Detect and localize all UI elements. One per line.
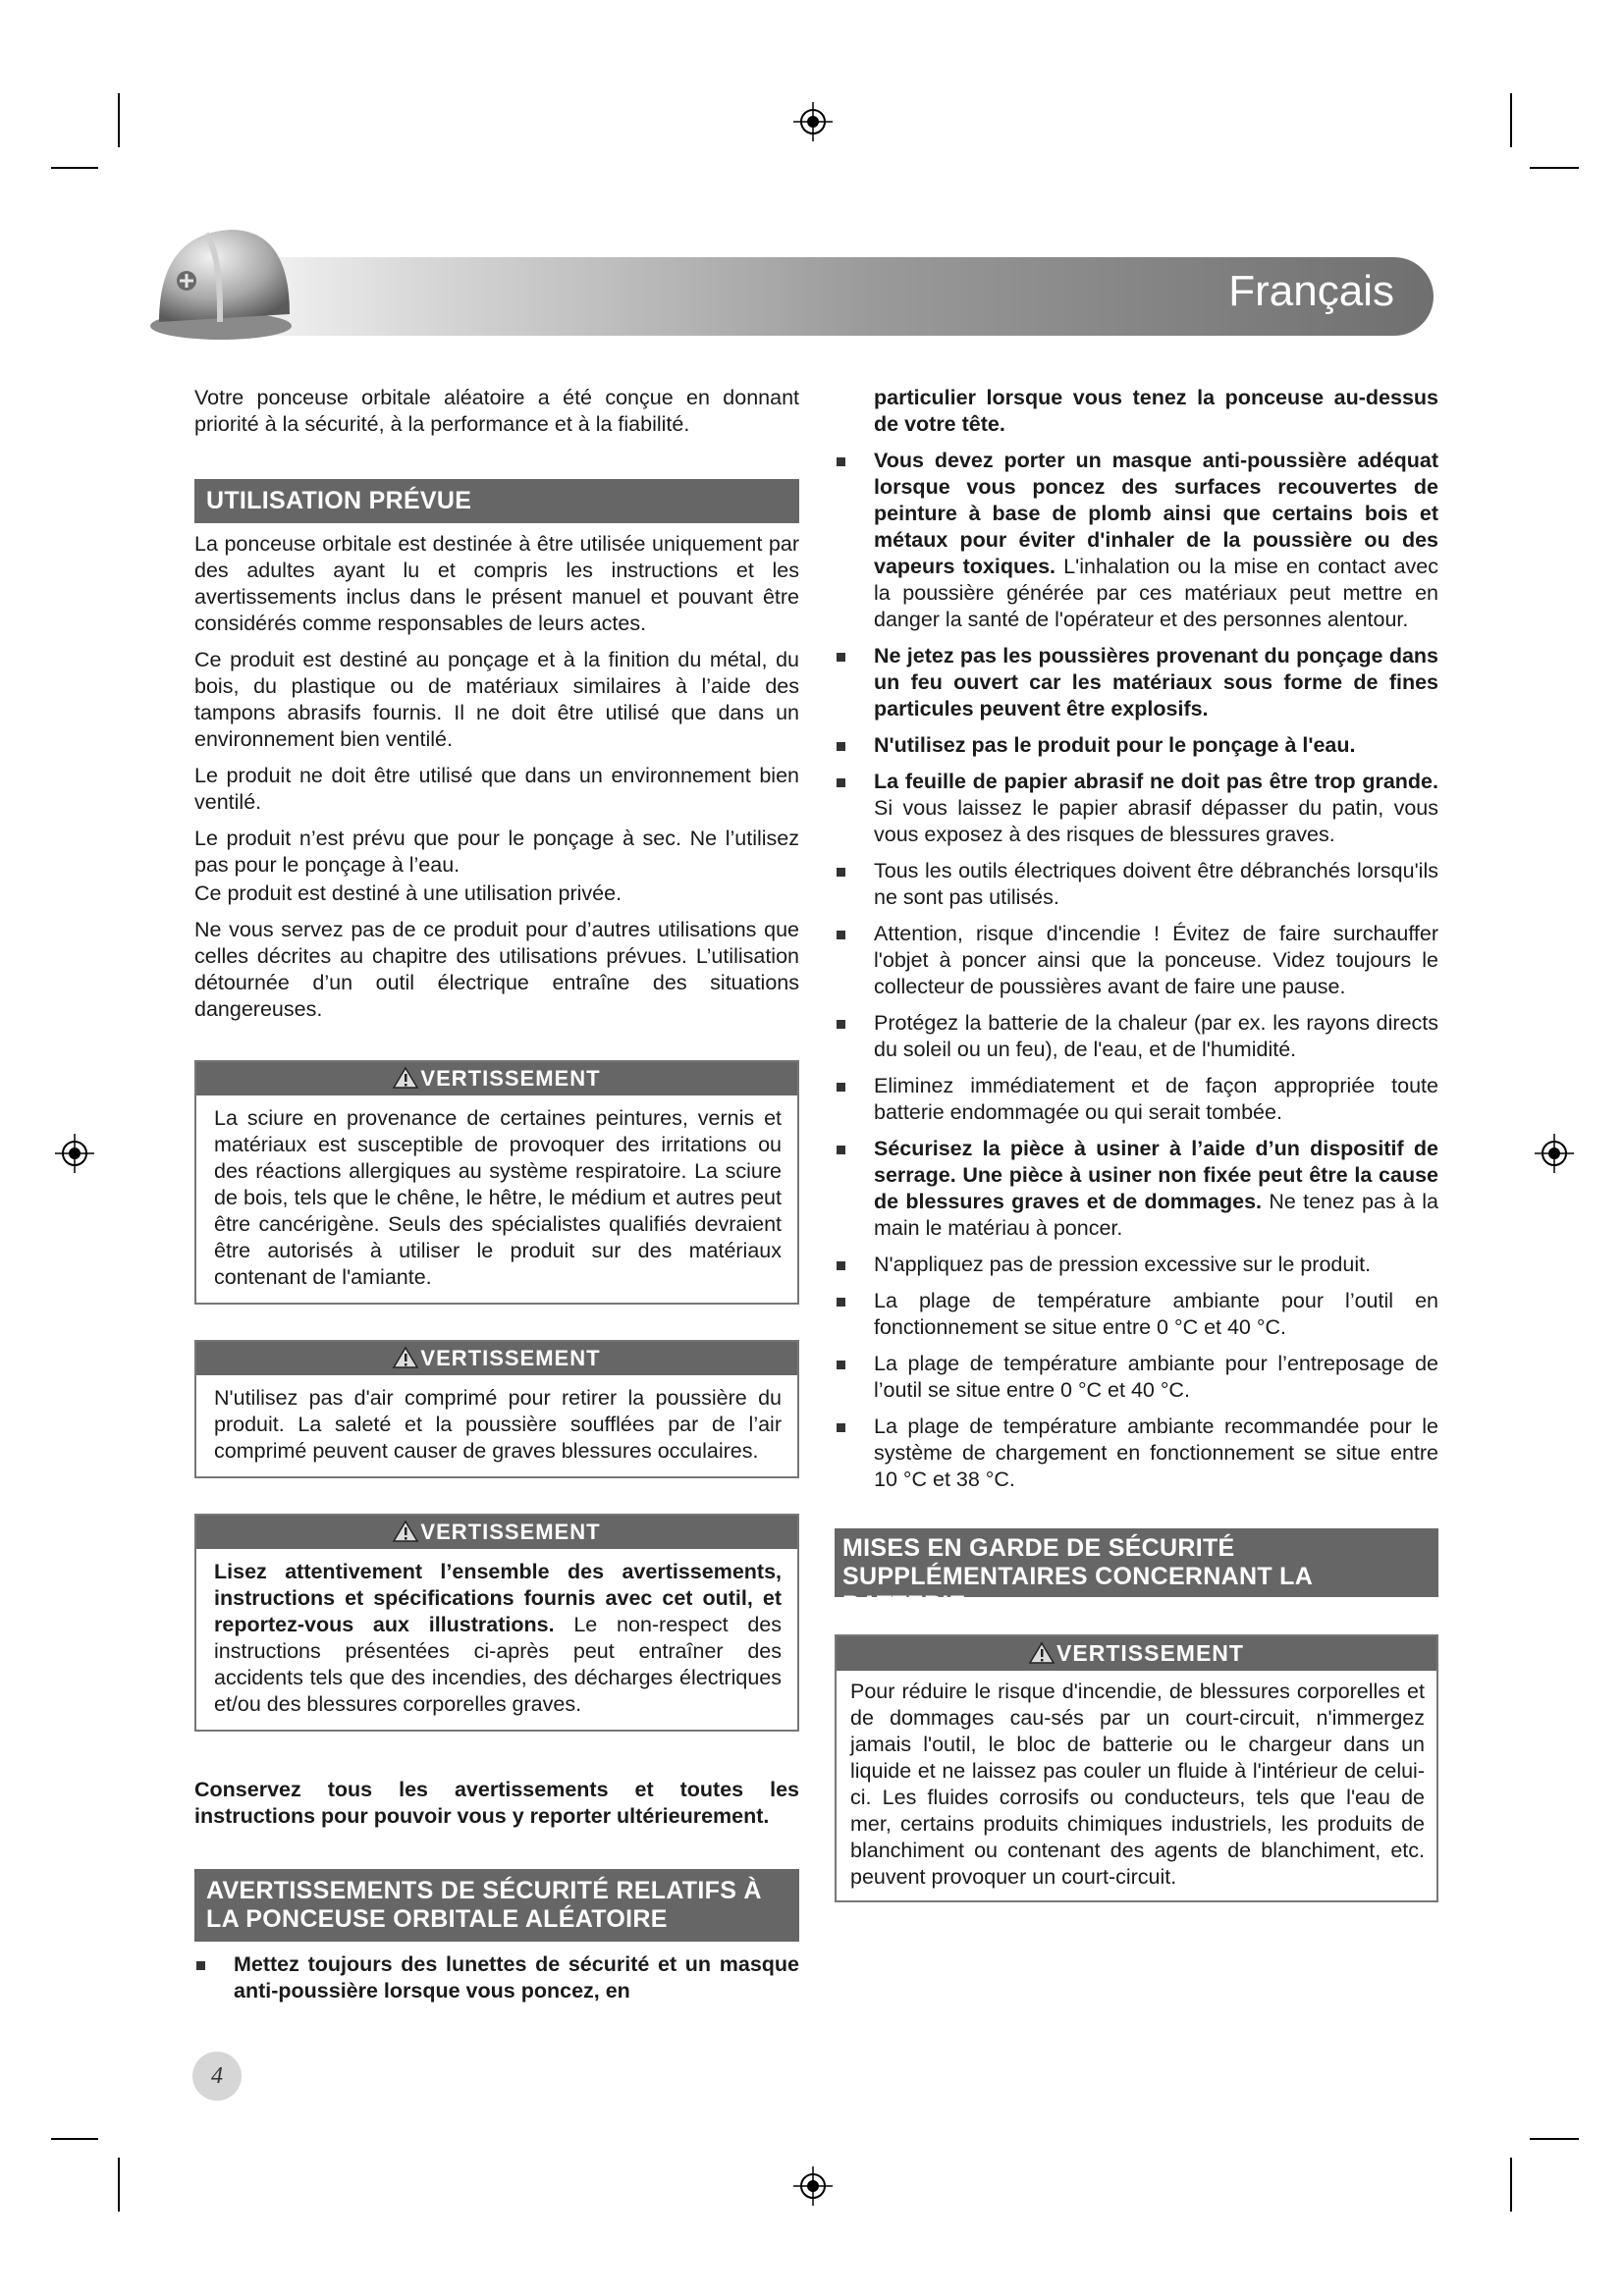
list-item: La plage de température ambiante recommandée pour le système de chargement en fonctionnement se situe entre 10 °C et 38 °C. xyxy=(835,1414,1438,1493)
crop-mark xyxy=(1530,167,1579,169)
list-item: Ne jetez pas les poussières provenant du ponçage dans un feu ouvert car les matériaux sous forme de fines particules peuvent être explosifs. xyxy=(835,643,1438,722)
registration-mark-icon xyxy=(55,1134,94,1173)
registration-mark-icon xyxy=(793,102,833,141)
warning-box xyxy=(835,1634,1438,1902)
crop-mark xyxy=(51,2138,98,2140)
right-column xyxy=(835,385,1438,1902)
warning-title: VERTISSEMENT xyxy=(1056,1640,1244,1666)
left-column xyxy=(194,385,799,2014)
paragraph: Ce produit est destiné à une utilisation privée. xyxy=(194,881,623,905)
list-item: La plage de température ambiante pour l’outil en fonctionnement se situe entre 0 °C et 40 °C. xyxy=(835,1288,1438,1341)
paragraph: Le produit ne doit être utilisé que dans un environnement bien ventilé. xyxy=(194,764,799,814)
header-banner xyxy=(187,257,1434,336)
bullet-list xyxy=(194,1951,799,2004)
warning-triangle-icon xyxy=(393,1067,418,1089)
registration-mark-icon xyxy=(793,2166,833,2206)
section-title-intended-use: UTILISATION PRÉVUE xyxy=(194,479,799,523)
section-title-sander-safety: AVERTISSEMENTS DE SÉCURITÉ RELATIFS À LA PONCEUSE ORBITALE ALÉATOIRE xyxy=(194,1869,799,1942)
list-item: La plage de température ambiante pour l’entreposage de l’outil se situe entre 0 °C et 40 °C. xyxy=(835,1351,1438,1404)
crop-mark xyxy=(1530,2138,1579,2140)
warning-text xyxy=(196,1549,797,1730)
warning-text: Pour réduire le risque d'incendie, de blessures corporelles et de dommages cau-sés par un court-circuit, n'immergez jamais l'outil, le bloc de batterie ou le chargeur dans un liquide et ne laissez pas couler un fluide à l'intérieur de celui-ci. Les fluides corrosifs ou conducteurs, tels que l'eau de mer, certains produits chimiques industriels, les produits de blanchiment ou contenant des agents de blanchiment, etc. peuvent provoquer un court-circuit. xyxy=(850,1680,1425,1889)
paragraph: La ponceuse orbitale est destinée à être utilisée uniquement par des adultes ayant lu et compris les instructions et les avertissements inclus dans le présent manuel et pouvant être considérés comme responsables de leurs actes. xyxy=(194,532,799,635)
keep-instructions-note: Conservez tous les avertissements et toutes les instructions pour pouvoir vous y reporter ultérieurement. xyxy=(194,1778,799,1828)
list-item: Mettez toujours des lunettes de sécurité et un masque anti-poussière lorsque vous poncez, en xyxy=(194,1951,799,2004)
crop-mark xyxy=(118,93,120,147)
warning-text: N'utilisez pas d'air comprimé pour retirer la poussière du produit. La saleté et la poussière soufflées par de l’air comprimé peuvent causer de graves blessures occulaires. xyxy=(214,1386,782,1463)
warning-triangle-icon xyxy=(393,1521,418,1542)
safety-helmet-icon xyxy=(147,216,295,344)
bullet-list xyxy=(835,448,1438,1493)
list-item: Eliminez immédiatement et de façon appropriée toute batterie endommagée ou qui serait tombée. xyxy=(835,1073,1438,1126)
language-label: Français xyxy=(1228,267,1394,315)
paragraph: Ne vous servez pas de ce produit pour d’autres utilisations que celles décrites au chapitre des utilisations prévues. L’utilisation détournée d’un outil électrique entraîne des situations dangereuses. xyxy=(194,918,799,1021)
list-item: N'utilisez pas le produit pour le ponçage à l'eau. xyxy=(835,732,1438,759)
list-item: La feuille de papier abrasif ne doit pas être trop grande. Si vous laissez le papier abrasif dépasser du patin, vous vous exposez à des risques de blessures graves. xyxy=(835,769,1438,848)
list-item: Tous les outils électriques doivent être débranchés lorsqu'ils ne sont pas utilisés. xyxy=(835,858,1438,911)
warning-title: VERTISSEMENT xyxy=(420,1520,601,1544)
registration-mark-icon xyxy=(1535,1134,1574,1173)
page-number: 4 xyxy=(192,2052,242,2101)
continuation-paragraph: particulier lorsque vous tenez la ponceuse au-dessus de votre tête. xyxy=(874,386,1438,436)
warning-triangle-icon xyxy=(1029,1642,1055,1664)
paragraph: Ce produit est destiné au ponçage et à la finition du métal, du bois, du plastique ou de matériaux similaires à l’aide des tampons abrasifs fournis. Il ne doit être utilisé que dans un environnement bien ventilé. xyxy=(194,648,799,751)
list-item: Protégez la batterie de la chaleur (par ex. les rayons directs du soleil ou un feu), de l'eau, et de l'humidité. xyxy=(835,1010,1438,1063)
warning-box xyxy=(194,1340,799,1478)
paragraph: Le produit n’est prévu que pour le ponçage à sec. Ne l’utilisez pas pour le ponçage à l’eau. xyxy=(194,827,799,877)
crop-mark xyxy=(1510,2158,1512,2212)
warning-box xyxy=(194,1060,799,1305)
intro-paragraph: Votre ponceuse orbitale aléatoire a été conçue en donnant priorité à la sécurité, à la performance et à la fiabilité. xyxy=(194,386,799,436)
warning-box xyxy=(194,1514,799,1732)
list-item: Sécurisez la pièce à usiner à l’aide d’un dispositif de serrage. Une pièce à usiner non fixée peut être la cause de blessures graves et de dommages. Ne tenez pas à la main le matériau à poncer. xyxy=(835,1136,1438,1242)
warning-title: VERTISSEMENT xyxy=(420,1066,601,1091)
list-item: Attention, risque d'incendie ! Évitez de faire surchauffer l'objet à poncer ainsi que la ponceuse. Videz toujours le collecteur de poussières avant de faire une pause. xyxy=(835,921,1438,1000)
warning-bold-text: Lisez attentivement l’ensemble des avertissements, instructions et spécifications fournis avec cet outil, et reportez-vous aux illustrations. xyxy=(214,1560,782,1636)
warning-title: VERTISSEMENT xyxy=(420,1346,601,1370)
crop-mark xyxy=(118,2158,120,2212)
warning-text: La sciure en provenance de certaines peintures, vernis et matériaux est susceptible de provoquer des irritations ou des réactions allergiques au système respiratoire. La sciure de bois, tels que le chêne, le hêtre, le médium et autres peut être cancérigène. Seuls des spécialistes qualifiés devraient être autorisés à utiliser le produit sur des matériaux contenant de l'amiante. xyxy=(214,1106,782,1289)
section-title-battery-safety: MISES EN GARDE DE SÉCURITÉ SUPPLÉMENTAIRES CONCERNANT LA BATTERIE xyxy=(835,1528,1438,1597)
list-item: Vous devez porter un masque anti-poussière adéquat lorsque vous poncez des surfaces recouvertes de peinture à base de plomb ainsi que certains bois et métaux pour éviter d'inhaler de la poussière ou des vapeurs toxiques. L'inhalation ou la mise en contact avec la poussière générée par ces matériaux peut mettre en danger la santé de l'opérateur et des personnes alentour. xyxy=(835,448,1438,633)
warning-normal-text: Le non-respect des instructions présentées ci-après peut entraîner des accidents tels que des incendies, des décharges électriques et/ou des blessures corporelles graves. xyxy=(214,1613,782,1716)
list-item: N'appliquez pas de pression excessive sur le produit. xyxy=(835,1252,1438,1278)
crop-mark xyxy=(1510,93,1512,147)
crop-mark xyxy=(51,167,98,169)
warning-triangle-icon xyxy=(393,1347,418,1368)
